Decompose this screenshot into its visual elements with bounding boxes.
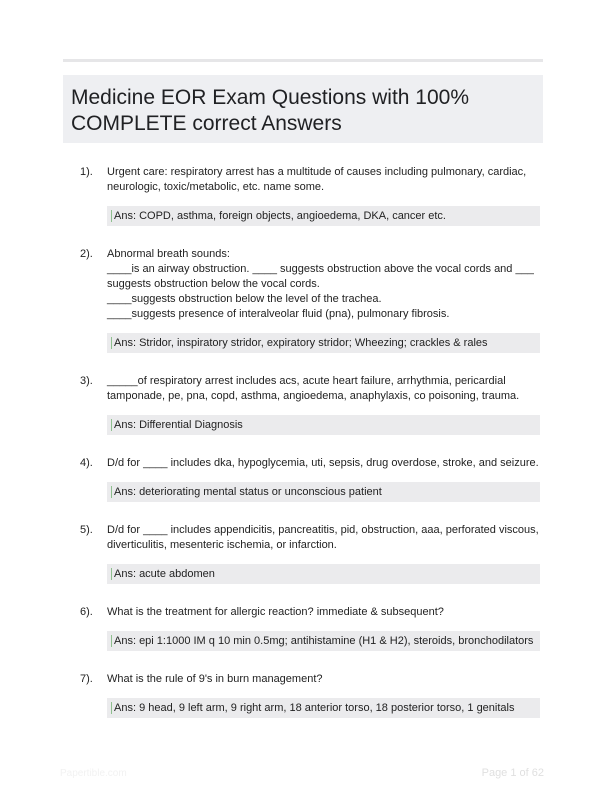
question-text [107,456,540,471]
question-number: 1). [80,166,93,178]
question-number: 3). [80,375,93,387]
question-line: What is the rule of 9's in burn management? [107,673,323,685]
question-text [107,165,540,195]
header-divider [63,59,543,62]
question-text [107,523,540,553]
question-number: 7). [80,673,93,685]
question-text [107,605,540,620]
question-item [80,247,540,353]
question-item [80,456,540,502]
question-item [80,165,540,226]
document-title: Medicine EOR Exam Questions with 100% COMPLETE correct Answers [71,86,470,135]
answer-box: Ans: epi 1:1000 IM q 10 min 0.5mg; antihistamine (H1 & H2), steroids, bronchodilators [107,631,540,651]
question-line: ____suggests obstruction below the level of the trachea. [107,293,382,305]
question-number: 6). [80,606,93,618]
answer-box: Ans: Stridor, inspiratory stridor, expiratory stridor; Wheezing; crackles & rales [107,333,540,353]
question-item [80,374,540,435]
footer-site-watermark: Papertible.com [60,768,127,779]
question-line: Abnormal breath sounds: [107,248,230,260]
answer-box: Ans: Differential Diagnosis [107,415,540,435]
question-line: ____suggests presence of interalveolar fluid (pna), pulmonary fibrosis. [107,308,450,320]
page-indicator: Page 1 of 62 [481,767,544,779]
question-text [107,672,540,687]
question-item [80,605,540,651]
question-list [80,165,540,718]
question-line: Urgent care: respiratory arrest has a multitude of causes including pulmonary, cardiac, neurologic, toxic/metabolic, etc. name some. [107,166,527,193]
answer-box: Ans: 9 head, 9 left arm, 9 right arm, 18 anterior torso, 18 posterior torso, 1 genitals [107,698,540,718]
question-item [80,523,540,584]
question-line: ____is an airway obstruction. ____ suggests obstruction above the vocal cords and ___ suggests obstruction below the vocal cords. [107,263,534,290]
answer-box: Ans: acute abdomen [107,564,540,584]
question-line: D/d for ____ includes dka, hypoglycemia, uti, sepsis, drug overdose, stroke, and seizure. [107,457,539,469]
question-item [80,672,540,718]
title-banner [63,75,543,143]
answer-box: Ans: deteriorating mental status or unconscious patient [107,482,540,502]
question-line: _____of respiratory arrest includes acs, acute heart failure, arrhythmia, pericardial tamponade, pe, pna, copd, asthma, angioedema, anaphylaxis, co poisoning, trauma. [107,375,520,402]
answer-box: Ans: COPD, asthma, foreign objects, angioedema, DKA, cancer etc. [107,206,540,226]
question-line: D/d for ____ includes appendicitis, pancreatitis, pid, obstruction, aaa, perforated viscous, diverticulitis, mesenteric ischemia, or infarction. [107,524,539,551]
question-line: What is the treatment for allergic reaction? immediate & subsequent? [107,606,444,618]
question-text [107,247,540,322]
question-number: 4). [80,457,93,469]
question-number: 5). [80,524,93,536]
question-number: 2). [80,248,93,260]
question-text [107,374,540,404]
